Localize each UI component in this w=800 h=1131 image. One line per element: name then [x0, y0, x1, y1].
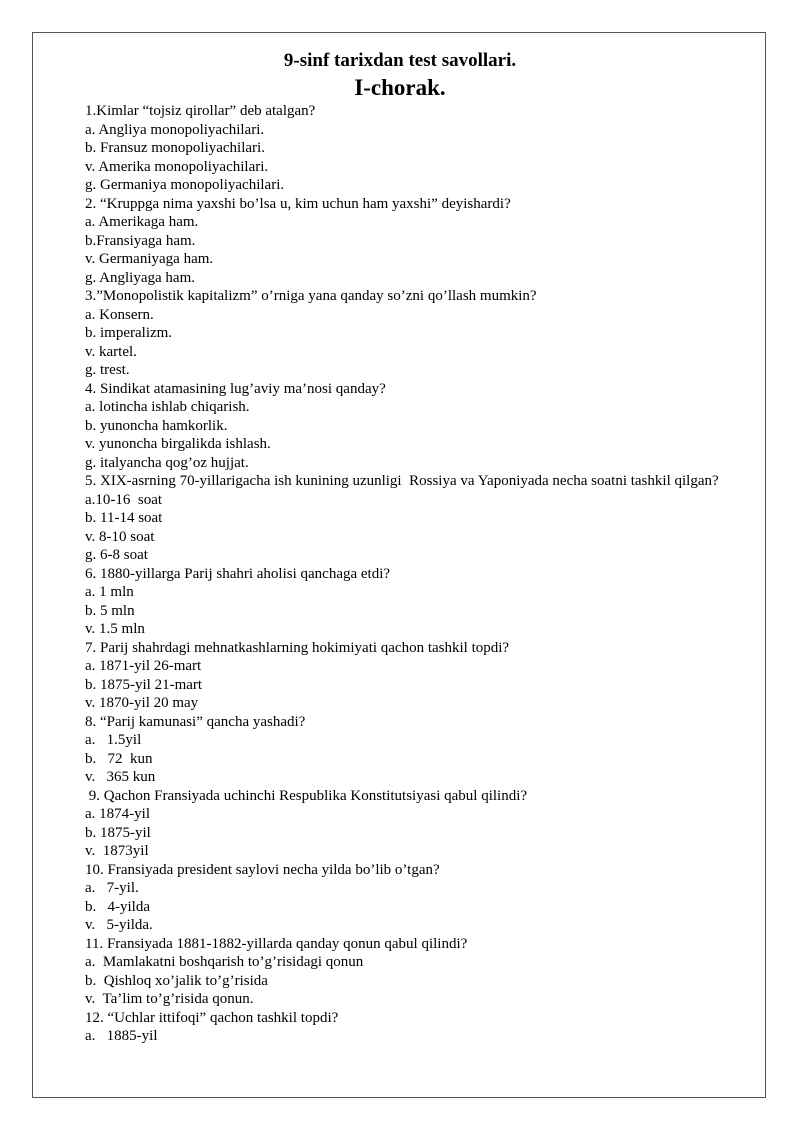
answer-option: a. 1 mln [85, 584, 134, 600]
answer-option: g. italyancha qog’oz hujjat. [85, 454, 249, 471]
answer-option: v. Ta’lim to’g’risida qonun. [85, 991, 254, 1007]
answer-option: b. 1875-yil [85, 824, 151, 841]
answer-option: v. Amerika monopoliyachilari. [85, 158, 269, 175]
answer-option: v. 365 kun [85, 769, 156, 785]
answer-option: b. Qishloq xo’jalik to’g’risida [85, 972, 268, 989]
question-text: 7. Parij shahrdagi mehnatkashlarning hokimiyati qachon tashkil topdi? [85, 639, 510, 656]
question-text: 10. Fransiyada president saylovi necha yilda bo’lib o’tgan? [85, 861, 440, 878]
question-text: 6. 1880-yillarga Parij shahri aholisi qanchaga etdi? [85, 565, 391, 582]
answer-option: b. 11-14 soat [85, 510, 163, 526]
answer-option: a. Konsern. [85, 306, 154, 323]
answer-option: a. Angliya monopoliyachilari. [85, 121, 265, 138]
answer-option: a. Amerikaga ham. [85, 214, 199, 230]
question-text: 5. XIX-asrning 70-yillarigacha ish kunining uzunligi Rossiya va Yaponiyada necha soatni tashkil qilgan? [85, 473, 719, 489]
question-text: 2. “Kruppga nima yaxshi bo’lsa u, kim uchun ham yaxshi” deyishardi? [85, 195, 511, 212]
question-text: 11. Fransiyada 1881-1882-yillarda qanday qonun qabul qilindi? [85, 935, 468, 952]
answer-option: a. 1874-yil [85, 806, 150, 822]
question-text: 1.Kimlar “tojsiz qirollar” deb atalgan? [85, 103, 316, 119]
answer-option: g. Germaniya monopoliyachilari. [85, 177, 285, 193]
document-subtitle: I-chorak. [354, 75, 446, 100]
answer-option: v. 5-yilda. [85, 917, 153, 933]
question-text: 9. Qachon Fransiyada uchinchi Respublika Konstitutsiyasi qabul qilindi? [85, 787, 528, 804]
answer-option: b. Fransuz monopoliyachilari. [85, 140, 265, 156]
answer-option: a. 1.5yil [85, 732, 142, 748]
question-text: 4. Sindikat atamasining lug’aviy ma’nosi qanday? [85, 380, 386, 397]
question-list [85, 102, 740, 1046]
answer-option: b. 1875-yil 21-mart [85, 676, 203, 693]
question-text: 8. “Parij kamunasi” qancha yashadi? [85, 713, 306, 730]
answer-option: v. 1873yil [85, 843, 149, 859]
answer-option: b. yunoncha hamkorlik. [85, 417, 228, 434]
answer-option: v. 1870-yil 20 may [85, 695, 199, 711]
answer-option: v. 1.5 mln [85, 621, 145, 637]
answer-option: b. 4-yilda [85, 898, 150, 915]
question-text: 12. “Uchlar ittifoqi” qachon tashkil topdi? [85, 1009, 339, 1026]
answer-option: b.Fransiyaga ham. [85, 232, 196, 249]
answer-option: g. 6-8 soat [85, 547, 148, 563]
answer-option: v. kartel. [85, 343, 137, 360]
answer-option: a.10-16 soat [85, 491, 163, 508]
answer-option: a. 1871-yil 26-mart [85, 658, 202, 674]
answer-option: b. 72 kun [85, 750, 153, 767]
answer-option: v. Germaniyaga ham. [85, 251, 214, 267]
answer-option: a. Mamlakatni boshqarish to’g’risidagi qonun [85, 954, 364, 970]
answer-option: b. imperalizm. [85, 325, 173, 341]
answer-option: v. yunoncha birgalikda ishlash. [85, 436, 271, 452]
answer-option: g. trest. [85, 362, 130, 378]
question-text: 3.”Monopolistik kapitalizm” o’rniga yana qanday so’zni qo’llash mumkin? [85, 288, 537, 304]
answer-option: a. 7-yil. [85, 880, 139, 896]
answer-option: b. 5 mln [85, 602, 135, 619]
answer-option: a. 1885-yil [85, 1028, 158, 1044]
document-title: 9-sinf tarixdan test savollari. [283, 50, 517, 71]
answer-option: a. lotincha ishlab chiqarish. [85, 399, 250, 415]
answer-option: v. 8-10 soat [85, 528, 155, 545]
answer-option: g. Angliyaga ham. [85, 269, 195, 286]
